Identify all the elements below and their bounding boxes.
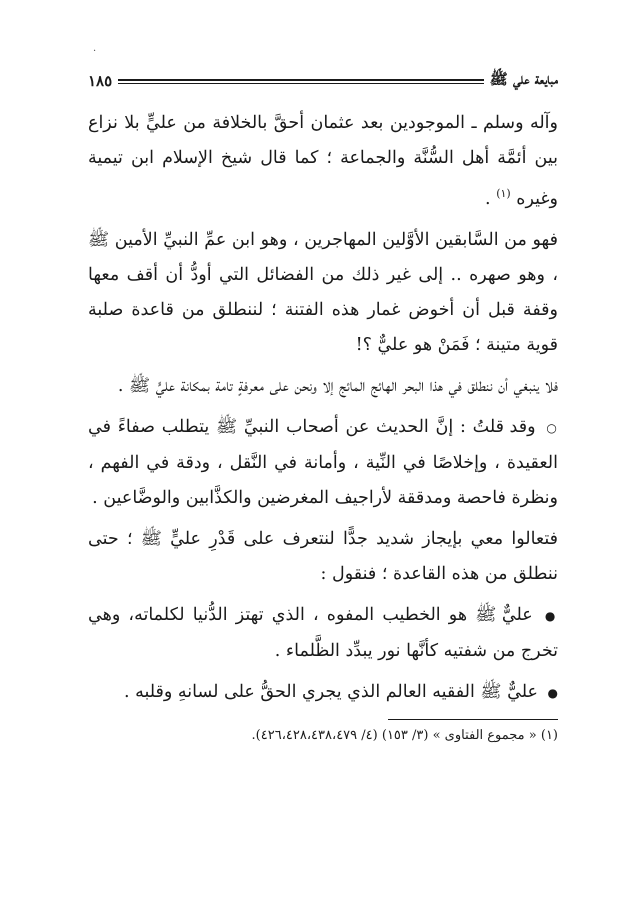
bullet-paragraph: [88, 675, 558, 711]
book-page: [88, 70, 558, 746]
body-text: [88, 106, 558, 711]
bullet-icon: ●: [544, 608, 558, 623]
paragraph-end: .: [485, 188, 497, 209]
page-number: ١٨٥: [88, 72, 113, 90]
footnote: (١) « مجموع الفتاوى » (٣/ ١٥٣) (٤/ ٤٢٦،٤٢٨،٤٣٨،٤٧٩).: [251, 727, 558, 743]
paragraph: [88, 106, 558, 217]
bullet-icon: ●: [547, 685, 558, 700]
footnote-marker: (١): [496, 187, 511, 200]
paragraph: [88, 223, 558, 363]
paragraph-text: وآله وسلم ـ الموجودين بعد عثمان أحقَّ بالخلافة من عليٍّ بلا نزاع بين أئمَّة أهل السُّنَّة والجماعة ؛ كما قال شيخ الإسلام ابن تيمية وغيره: [88, 113, 558, 209]
page-speck: ·: [93, 46, 97, 57]
paragraph-text: عليٌّ ﷺ هو الخطيب المفوه ، الذي تهتز الدُّنيا لكلماته، وهي تخرج من شفتيه كأنَّها نور يبدِّد الظَّلماء .: [88, 604, 558, 661]
paragraph-text: فهو من السَّابقين الأوَّلين المهاجرين ، وهو ابن عمِّ النبيِّ الأمين ﷺ ، وهو صهره .. إلى غير ذلك من الفضائل التي أودُّ أن أقف معها وقفة قبل أن أخوض غمار هذه الفتنة ؛ لننطلق من قاعدة صلبة قوية متينة ؛ فَمَنْ هو عليٌّ ؟!: [88, 229, 558, 355]
running-title: مبايعة علي ﷺ: [489, 70, 558, 88]
paragraph: [88, 410, 558, 516]
bullet-paragraph: [88, 598, 558, 669]
page-header: [88, 70, 558, 92]
paragraph-text: فتعالوا معي بإيجاز شديد جدًّا لنتعرف على قَدْرِ عليٍّ ﷺ ؛ حتى ننطلق من هذه القاعدة ؛ فنقول :: [88, 528, 558, 584]
circle-marker-icon: ○: [546, 420, 558, 435]
paragraph: [88, 369, 558, 404]
paragraph: [88, 522, 558, 592]
footnote-separator: [388, 719, 558, 720]
paragraph-text: عليٌّ ﷺ الفقيه العالم الذي يجري الحقُّ على لسانهِ وقلبه .: [123, 681, 538, 702]
paragraph-text: فلا ينبغي أن ننطلق في هذا البحر الهائج المائج إلا ونحن على معرفةٍ تامة بمكانة عليٍّ ﷺ .: [117, 375, 558, 396]
header-rule: [118, 79, 483, 84]
paragraph-text: وقد قلتُ : إنَّ الحديث عن أصحاب النبيِّ ﷺ يتطلب صفاءً في العقيدة ، وإخلاصًا في النِّية ، وأمانة في النَّقل ، ودقة في الفهم ، ونظرة فاحصة ومدققة لأراجيف المغرضين والكذَّابين والوضَّاعين .: [88, 416, 558, 508]
